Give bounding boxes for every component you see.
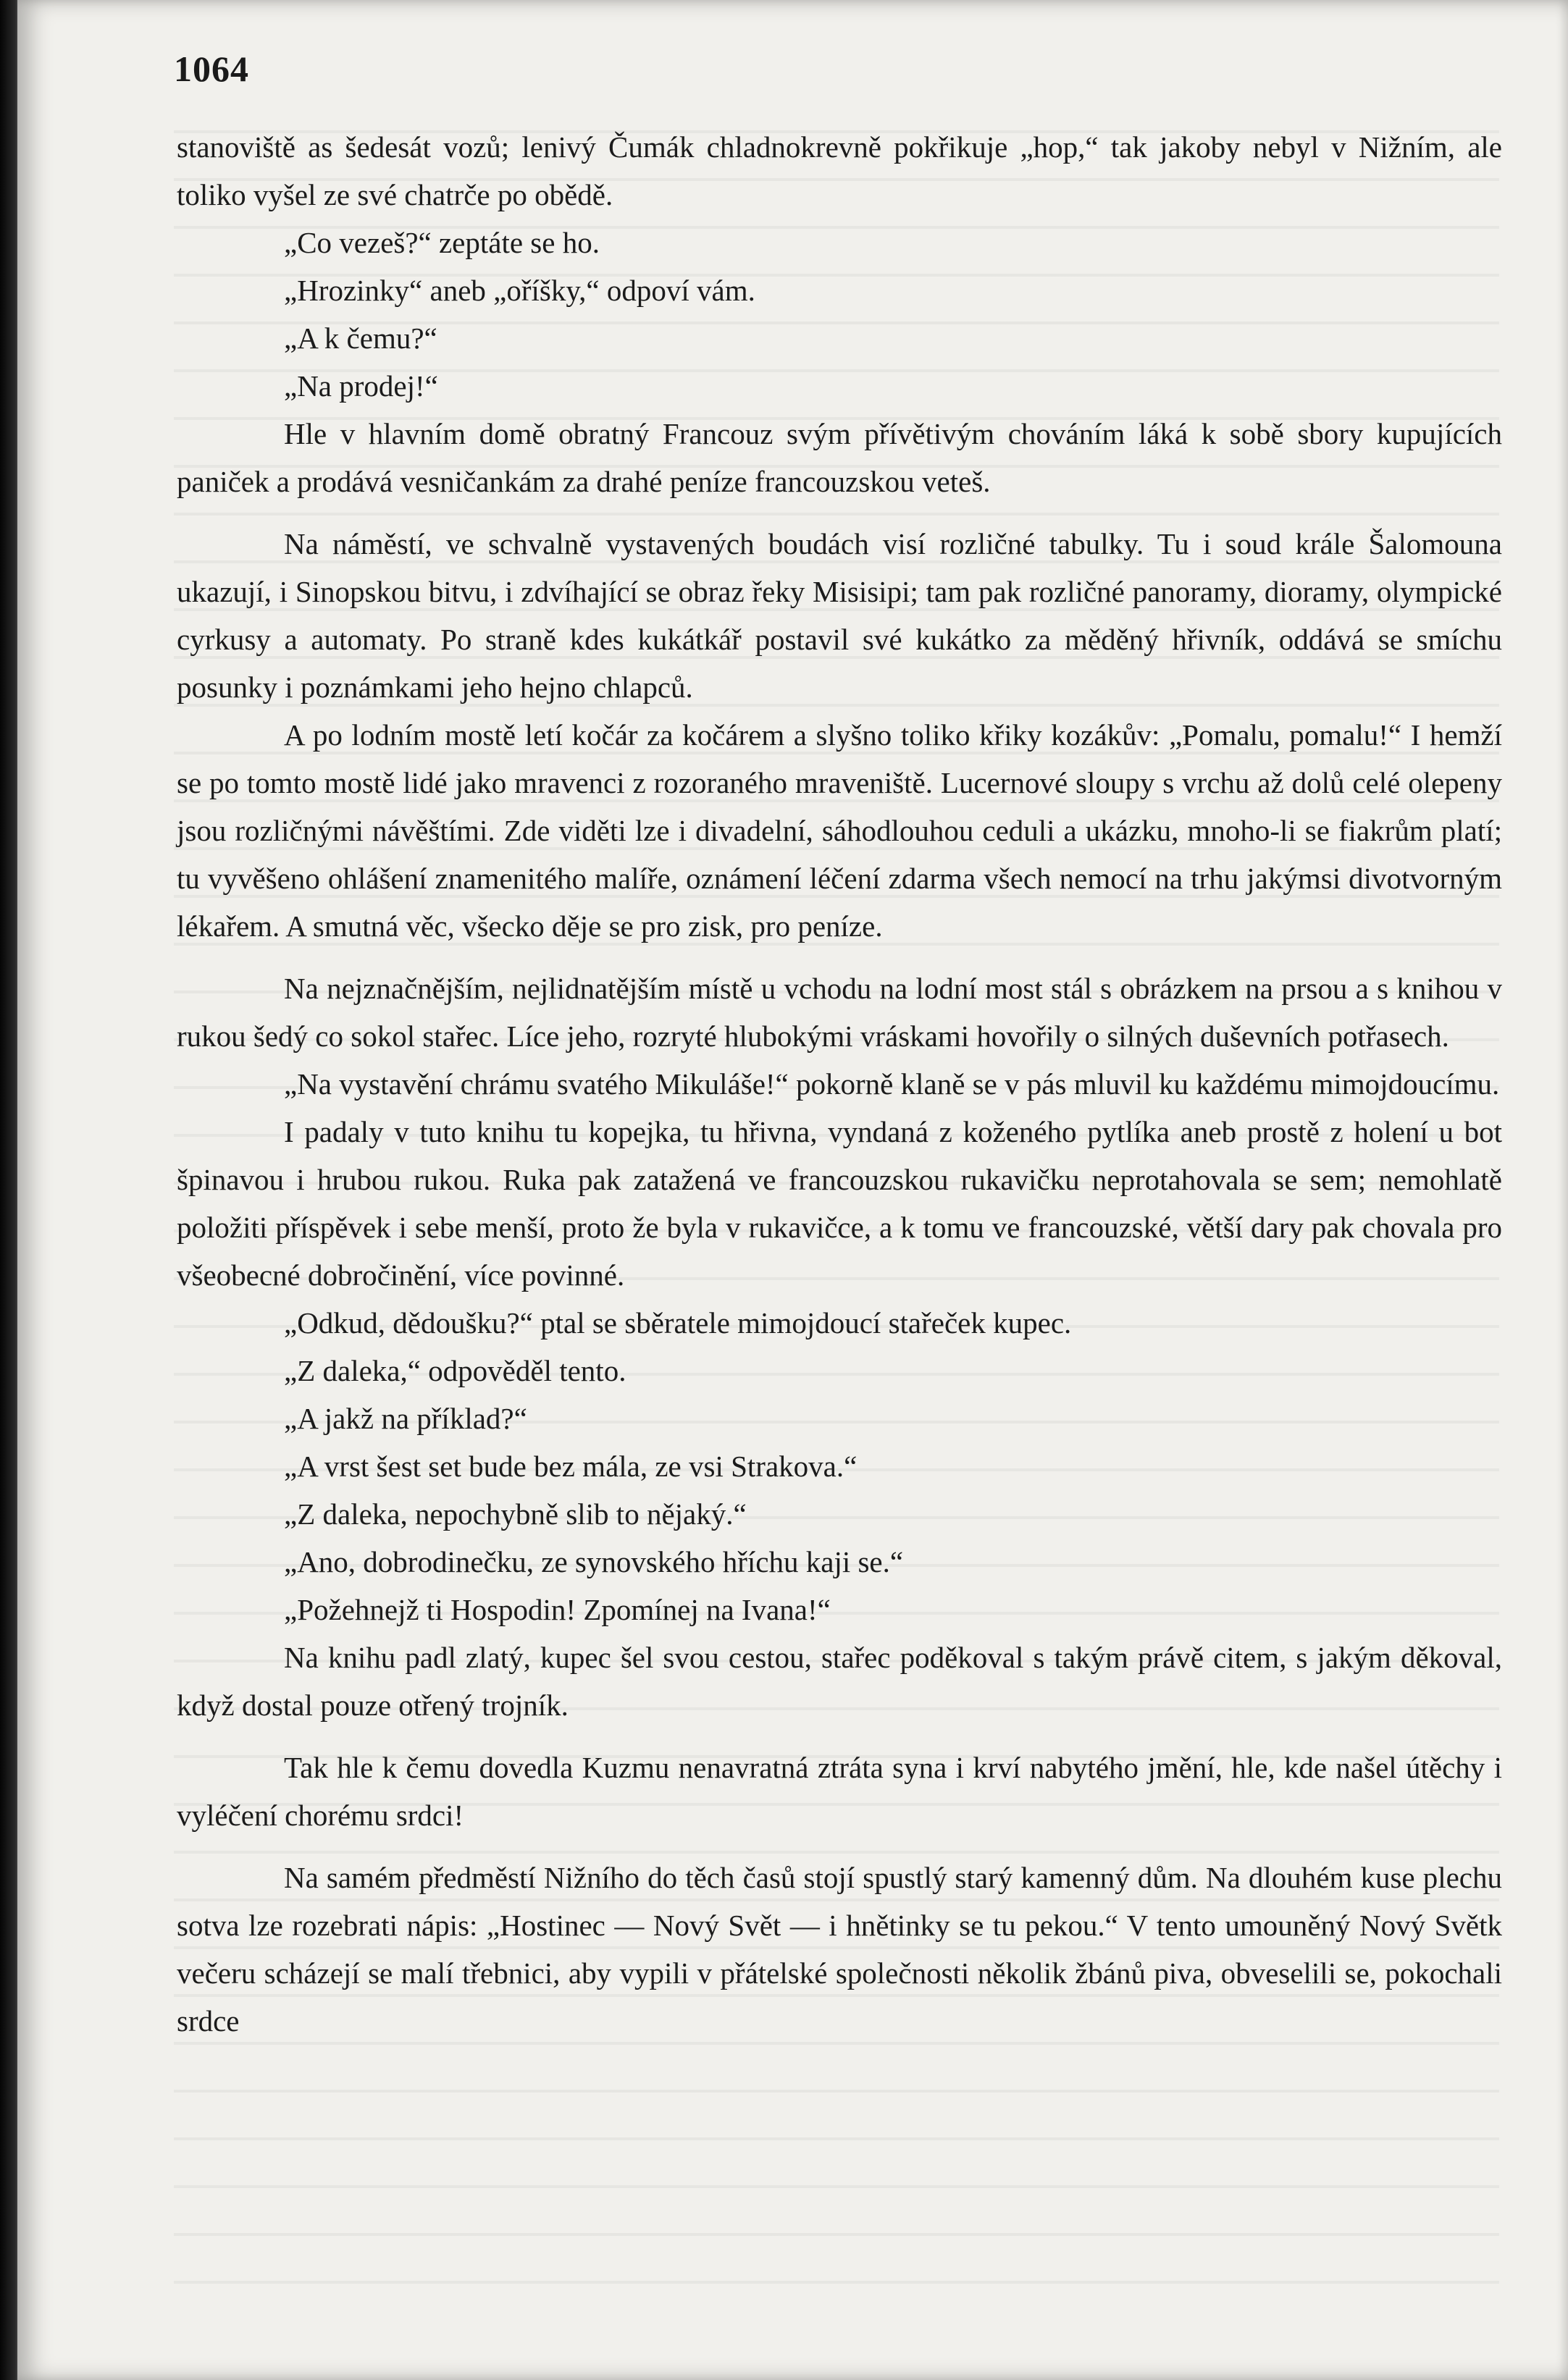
paragraph: Na knihu padl zlatý, kupec šel svou cestou, stařec poděkoval s takým právě citem, s jakým děkoval, když dostal pouze otřený trojník.: [177, 1641, 1502, 1722]
paragraph: „A k čemu?“: [284, 321, 437, 355]
paragraph: Hle v hlavním domě obratný Francouz svým přívětivým chováním láká k sobě sbory kupujících paniček a prodává vesničankám za drahé peníze francouzskou veteš.: [177, 417, 1502, 498]
paragraph: I padaly v tuto knihu tu kopejka, tu hřivna, vyndaná z koženého pytlíka aneb prostě z holení u bot špinavou i hrubou rukou. Ruka pak zatažená ve francouzskou rukavičku neprotahovala se sem; nemohlatě položiti příspěvek i sebe menší, proto že byla v rukavičce, a k tomu ve francouzské, větší dary pak chovala pro všeobecné dobročinění, více povinné.: [177, 1115, 1502, 1292]
paragraph: stanoviště as šedesát vozů; lenivý Čumák chladnokrevně pokřikuje „hop,“ tak jakoby nebyl v Nižním, ale toliko vyšel ze své chatrče po obědě.: [177, 130, 1502, 211]
paragraph: „Požehnejž ti Hospodin! Zpomínej na Ivana!“: [284, 1593, 831, 1626]
body-text: [177, 123, 1502, 2045]
paragraph: „Na vystavění chrámu svatého Mikuláše!“ pokorně klaně se v pás mluvil ku každému mimojdoucímu.: [284, 1067, 1500, 1101]
paragraph: A po lodním mostě letí kočár za kočárem a slyšno toliko křiky kozákův: „Pomalu, pomalu!“ I hemží se po tomto mostě lidé jako mravenci z rozoraného mraveniště. Lucernové sloupy s vrchu až dolů celé olepeny jsou rozličnými návěštími. Zde viděti lze i divadelní, sáhodlouhou ceduli a ukázku, mnoho-li se fiakrům platí; tu vyvěšeno ohlášení znamenitého malíře, oznámení léčení zdarma všech nemocí na trhu jakýmsi divotvorným lékařem. A smutná věc, všecko děje se pro zisk, pro peníze.: [177, 718, 1502, 943]
paragraph: „Ano, dobrodinečku, ze synovského hříchu kaji se.“: [284, 1545, 904, 1578]
paragraph: „Na prodej!“: [284, 369, 438, 403]
paragraph: Na nejznačnějším, nejlidnatějším místě u vchodu na lodní most stál s obrázkem na prsou a s knihou v rukou šedý co sokol stařec. Líce jeho, rozryté hlubokými vráskami hovořily o silných duševních potřasech.: [177, 972, 1502, 1053]
paragraph: „Hrozinky“ aneb „oříšky,“ odpoví vám.: [284, 274, 755, 307]
paragraph: „Z daleka,“ odpověděl tento.: [284, 1354, 626, 1387]
page-number: 1064: [174, 49, 249, 89]
paragraph: „Odkud, dědoušku?“ ptal se sběratele mimojdoucí stařeček kupec.: [284, 1306, 1072, 1340]
paragraph: Tak hle k čemu dovedla Kuzmu nenavratná ztráta syna i krví nabytého jmění, hle, kde našel útěchy i vyléčení chorému srdci!: [177, 1751, 1502, 1832]
paragraph: „A jakž na příklad?“: [284, 1402, 527, 1435]
paragraph: Na náměstí, ve schvalně vystavených boudách visí rozličné tabulky. Tu i soud krále Šalomouna ukazují, i Sinopskou bitvu, i zdvíhající se obraz řeky Misisipi; tam pak rozličné panoramy, dioramy, olympické cyrkusy a automaty. Po straně kdes kukátkář postavil své kukátko za měděný hřivník, oddává se smíchu posunky i poznámkami jeho hejno chlapců.: [177, 527, 1502, 704]
paragraph: „Z daleka, nepochybně slib to nějaký.“: [284, 1497, 747, 1531]
paragraph: Na samém předměstí Nižního do těch časů stojí spustlý starý kamenný dům. Na dlouhém kuse plechu sotva lze rozebrati nápis: „Hostinec — Nový Svět — i hnětinky se tu pekou.“ V tento umouněný Nový Světk večeru scházejí se malí třebnici, aby vypili v přátelské společnosti několik žbánů piva, obveselili se, pokochali srdce: [177, 1861, 1502, 2038]
paragraph: „Co vezeš?“ zeptáte se ho.: [284, 226, 600, 259]
paragraph: „A vrst šest set bude bez mála, ze vsi Strakova.“: [284, 1450, 858, 1483]
